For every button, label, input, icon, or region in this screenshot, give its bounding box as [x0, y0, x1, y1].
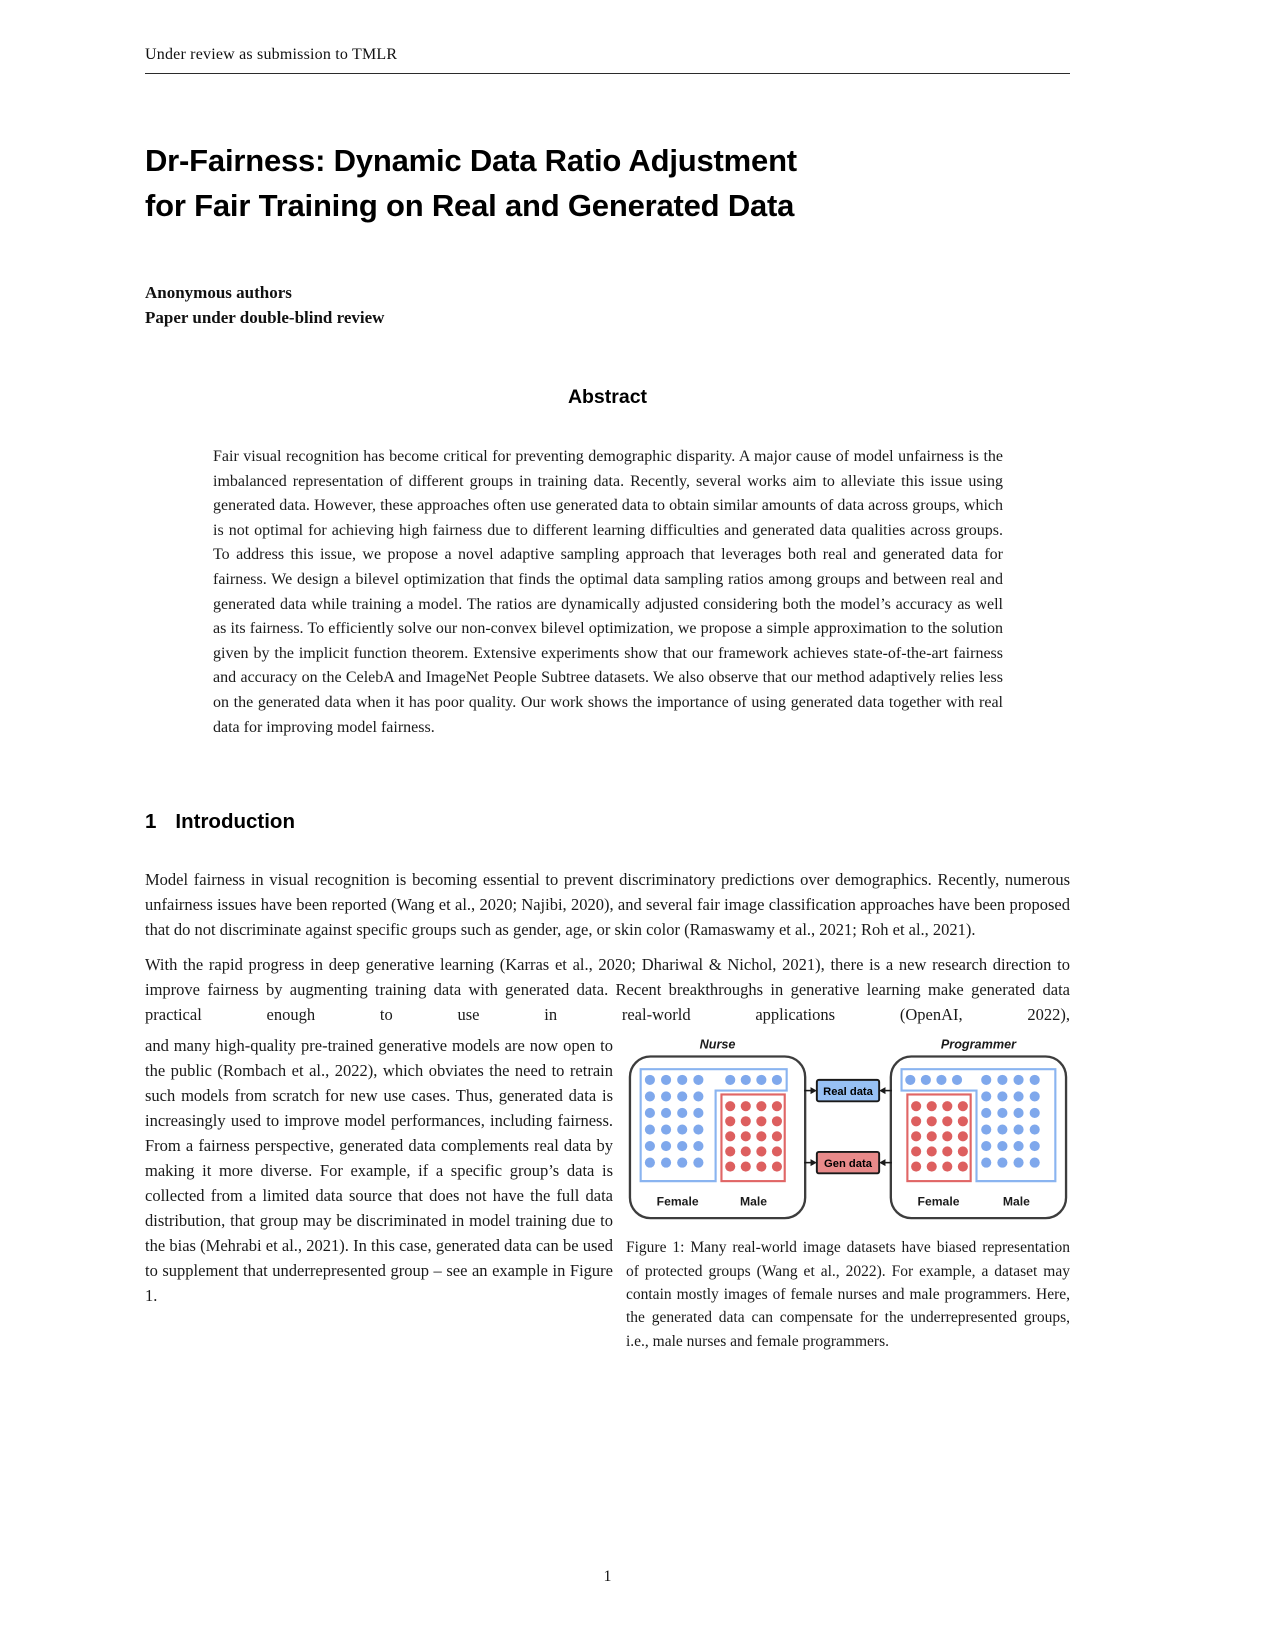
- programmer-female-label: Female: [917, 1194, 960, 1209]
- running-head: Under review as submission to TMLR: [145, 46, 398, 63]
- real-data-legend-label: Real data: [823, 1086, 873, 1099]
- left-text-column: [145, 1033, 613, 1353]
- nurse-panel-title: Nurse: [699, 1037, 736, 1052]
- page-content: [145, 46, 1070, 1353]
- abstract-heading: Abstract: [567, 386, 648, 408]
- paper-title-line1: Dr-Fairness: Dynamic Data Ratio Adjustment: [145, 143, 797, 178]
- author-line: Anonymous authors: [145, 283, 292, 302]
- section-heading-introduction: [145, 810, 1070, 834]
- figure1-caption: Figure 1: Many real-world image datasets have biased representation of protected groups (Wang et al., 2022). For example, a dataset may contain mostly images of female nurses and male programmers. Here, the generated data can compensate for the underrepresented groups, i.e., male nurses and female programmers.: [626, 1239, 1070, 1350]
- section-title: Introduction: [175, 810, 295, 834]
- text-and-figure-row: [145, 1033, 1070, 1353]
- abstract-body: Fair visual recognition has become critical for preventing demographic disparity. A major cause of model unfairness is the imbalanced representation of different groups in training data. Recently, several works aim to alleviate this issue using generated data. However, these approaches often use generated data to obtain similar amounts of data across groups, which is not optimal for achieving high fairness due to different learning difficulties and generated data qualities across groups. To address this issue, we propose a novel adaptive sampling approach that leverages both real and generated data for fairness. We design a bilevel optimization that finds the optimal data sampling ratios among groups and between real and generated data while training a model. The ratios are dynamically adjusted considering both the model’s accuracy as well as its fairness. To efficiently solve our non-convex bilevel optimization, we propose a simple approximation to the solution given by the implicit function theorem. Extensive experiments show that our framework achieves state-of-the-art fairness and accuracy on the CelebA and ImageNet People Subtree datasets. We also observe that our method adaptively relies less on the generated data when it has poor quality. Our work shows the importance of using generated data together with real data for improving model fairness.: [213, 448, 1003, 736]
- page-number: 1: [603, 1568, 612, 1585]
- figure1-diagram: [628, 1037, 1068, 1224]
- nurse-male-label: Male: [740, 1194, 768, 1209]
- section-number: 1: [145, 810, 157, 834]
- gen-data-legend-label: Gen data: [824, 1158, 872, 1171]
- header-rule: [145, 73, 1070, 74]
- review-status-line: Paper under double-blind review: [145, 308, 385, 327]
- programmer-panel-title: Programmer: [940, 1037, 1017, 1052]
- paper-title: [145, 138, 1070, 228]
- paper-title-line2: for Fair Training on Real and Generated Data: [145, 188, 795, 223]
- intro-paragraph-2-wrapped: and many high-quality pre-trained generative models are now open to the public (Rombach et al., 2022), which obviates the need to retrain such models from scratch for new use cases. Thus, generated data is increasingly used to improve model performances, including fairness. From a fairness perspective, generated data complements real data by making it more diverse. For example, if a specific group’s data is collected from a limited data source that does not have the full data distribution, that group may be discriminated in model training due to the bias (Mehrabi et al., 2021). In this case, generated data can be used to supplement that underrepresented group – see an example in Figure 1.: [145, 1036, 613, 1306]
- intro-paragraph-2-fullwidth: With the rapid progress in deep generative learning (Karras et al., 2020; Dhariwal & Nichol, 2021), there is a new research direction to improve fairness by augmenting training data with generated data. Recent breakthroughs in generative learning make generated data practical enough to use in real-world applications (OpenAI, 2022),: [145, 955, 1070, 1025]
- intro-paragraph-1: Model fairness in visual recognition is becoming essential to prevent discriminatory predictions over demographics. Recently, numerous unfairness issues have been reported (Wang et al., 2020; Najibi, 2020), and several fair image classification approaches have been proposed that do not discriminate against specific groups such as gender, age, or skin color (Ramaswamy et al., 2021; Roh et al., 2021).: [145, 870, 1070, 940]
- author-block: [145, 280, 1070, 330]
- programmer-male-label: Male: [1002, 1194, 1030, 1209]
- figure1-column: [626, 1033, 1070, 1353]
- nurse-female-label: Female: [656, 1194, 699, 1209]
